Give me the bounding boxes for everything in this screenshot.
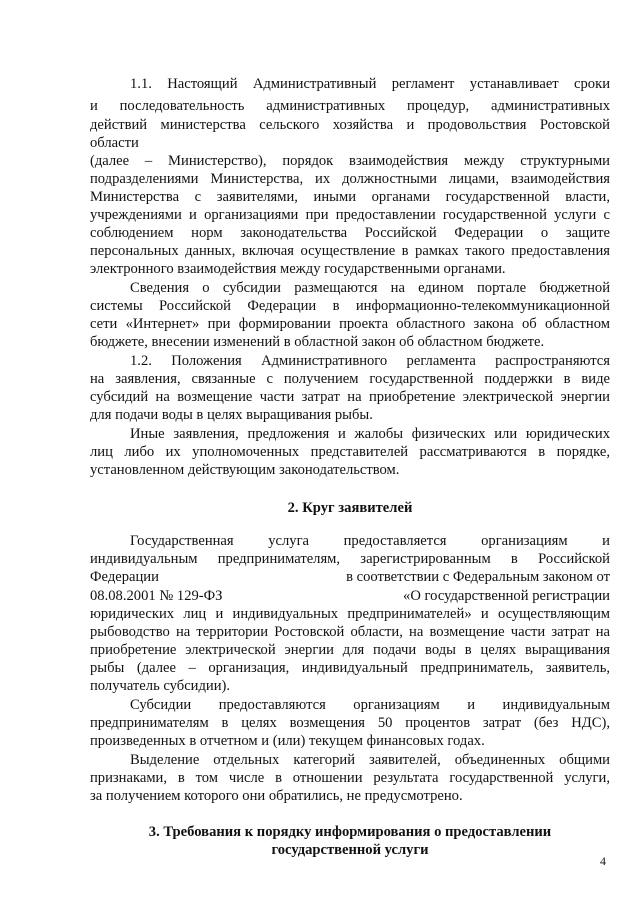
paragraph-1-1-line: подразделениями Министерства, их должностными лицами, взаимодействия bbox=[90, 171, 610, 187]
subsidy-info-line: бюджете, внесении изменений в областной закон об областном бюджете. bbox=[90, 334, 545, 350]
paragraph-1-2-line: на заявления, связанные с получением государственной поддержки в виде bbox=[90, 371, 610, 387]
categories-line: признаками, в том числе в отношении результата государственной услуги, bbox=[90, 770, 610, 786]
applicants-line: рыбоводство на территории Ростовской области, на возмещение части затрат на bbox=[90, 624, 610, 640]
paragraph-1-1-line: соблюдением норм законодательства Российской Федерации о защите bbox=[90, 225, 610, 241]
paragraph-1-1-line: 1.1. Настоящий Административный регламент устанавливает сроки bbox=[130, 76, 610, 92]
subsidies-line: произведенных в отчетном и (или) текущем финансовых годах. bbox=[90, 733, 485, 749]
applicants-line: «О государственной регистрации bbox=[403, 588, 610, 604]
categories-line: Выделение отдельных категорий заявителей, объединенных общими bbox=[130, 752, 610, 768]
paragraph-1-1-line: персональных данных, включая осуществление в рамках такого предоставления bbox=[90, 243, 610, 259]
other-applications-line: установленном действующим законодательством. bbox=[90, 462, 400, 478]
section-3-heading-continued: государственной услуги bbox=[271, 842, 429, 858]
section-3-heading: 3. Требования к порядку информирования о предоставлении bbox=[148, 824, 552, 840]
applicants-line: рыбы (далее – организация, индивидуальный предприниматель, заявитель, bbox=[90, 660, 610, 676]
paragraph-1-1-line: учреждениями и организациями при предоставлении государственной услуги с bbox=[90, 207, 610, 223]
subsidy-info-line: Сведения о субсидии размещаются на едином портале бюджетной bbox=[130, 280, 610, 296]
subsidies-line: предпринимателям в целях возмещения 50 процентов затрат (без НДС), bbox=[90, 715, 610, 731]
applicants-line: в соответствии с Федеральным законом от bbox=[346, 569, 610, 585]
paragraph-1-2-line: 1.2. Положения Административного регламента распространяются bbox=[130, 353, 610, 369]
subsidy-info-line: сети «Интернет» при формировании проекта областного закона об областном bbox=[90, 316, 610, 332]
other-applications-line: лиц либо их уполномоченных представителей рассматриваются в порядке, bbox=[90, 444, 610, 460]
applicants-line: приобретение электрической энергии для подачи воды в целях выращивания bbox=[90, 642, 610, 658]
applicants-line: 08.08.2001 № 129-ФЗ bbox=[90, 588, 223, 604]
categories-line: за получением которого они обратились, не предусмотрено. bbox=[90, 788, 463, 804]
applicants-line: получатель субсидии). bbox=[90, 678, 231, 694]
applicants-line: Федерации bbox=[90, 569, 159, 585]
applicants-line: Государственная услуга предоставляется организациям и bbox=[130, 533, 610, 549]
applicants-line: индивидуальным предпринимателям, зарегистрированным в Российской bbox=[90, 551, 610, 567]
applicants-line: юридических лиц и индивидуальных предпринимателей» и осуществляющим bbox=[90, 606, 610, 622]
paragraph-1-1-line: действий министерства сельского хозяйства и продовольствия Ростовской bbox=[90, 117, 610, 133]
paragraph-1-1-line: (далее – Министерство), порядок взаимодействия между структурными bbox=[90, 153, 610, 169]
section-2-heading: 2. Круг заявителей bbox=[287, 500, 413, 516]
paragraph-1-1-line: и последовательность административных процедур, административных bbox=[90, 98, 610, 114]
paragraph-1-1-line: электронного взаимодействия между государственными органами. bbox=[90, 261, 506, 277]
paragraph-1-1-line: Министерства с заявителями, иными органами государственной власти, bbox=[90, 189, 610, 205]
paragraph-1-2-line: для подачи воды в целях выращивания рыбы. bbox=[90, 407, 373, 423]
page-number: 4 bbox=[600, 854, 606, 868]
subsidies-line: Субсидии предоставляются организациям и индивидуальным bbox=[130, 697, 610, 713]
paragraph-1-2-line: субсидий на возмещение части затрат на приобретение электрической энергии bbox=[90, 389, 610, 405]
paragraph-1-1-line: области bbox=[90, 135, 139, 151]
other-applications-line: Иные заявления, предложения и жалобы физических или юридических bbox=[130, 426, 610, 442]
subsidy-info-line: системы Российской Федерации в информационно-телекоммуникационной bbox=[90, 298, 610, 314]
